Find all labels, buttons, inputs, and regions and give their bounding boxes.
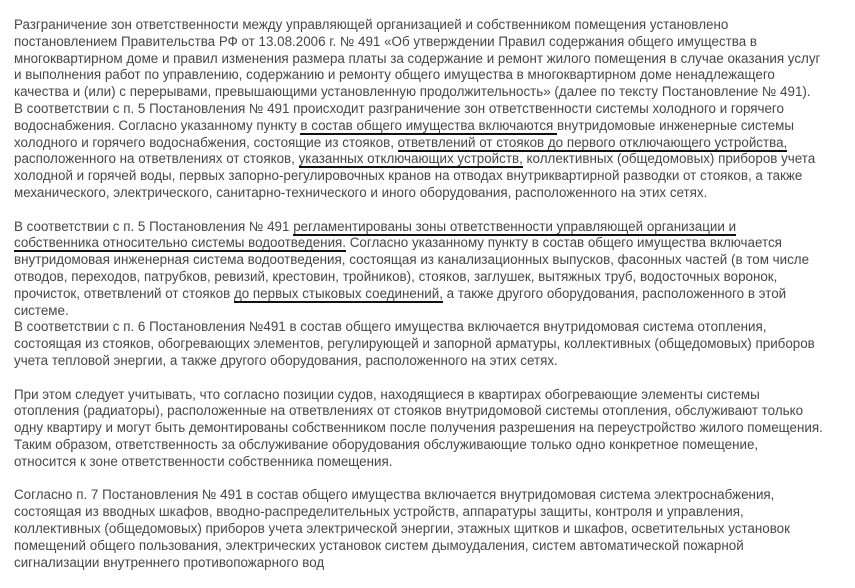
text-line bbox=[14, 17, 823, 34]
text-line bbox=[14, 51, 823, 68]
text-line bbox=[14, 319, 823, 336]
text-segment: При этом следует учитывать, что согласно позиции судов, находящиеся в квартирах обогревающие элементы системы bbox=[14, 386, 760, 402]
text-segment: водоснабжения. Согласно указанному пункту bbox=[14, 117, 301, 133]
text-segment: Согласно п. 7 Постановления № 491 в состав общего имущества включается внутридомовая система электроснабжения, bbox=[14, 487, 775, 503]
text-line bbox=[14, 135, 823, 152]
text-line bbox=[14, 504, 823, 521]
text-segment: и выполнения работ по управлению, содержанию и ремонту общего имущества в многоквартирном доме ненадлежащего bbox=[14, 67, 775, 83]
text-segment: внутридомовые инженерные системы bbox=[557, 117, 794, 133]
underlined-phrase: регламентированы зоны ответственности управляющей организации и bbox=[293, 218, 737, 234]
paragraph bbox=[14, 487, 823, 571]
text-segment: системе. bbox=[14, 302, 69, 318]
text-segment: постановлением Правительства РФ от 13.08.2006 г. № 491 «Об утверждении Правил содержания общего имущества в bbox=[14, 33, 758, 49]
text-line bbox=[14, 336, 823, 353]
text-line bbox=[14, 538, 823, 555]
text-line bbox=[14, 454, 823, 471]
text-line bbox=[14, 219, 823, 236]
document-body bbox=[14, 17, 823, 571]
text-line bbox=[14, 151, 823, 168]
text-line bbox=[14, 303, 823, 320]
text-segment: холодного и горячего водоснабжения, состоящие из стояков, bbox=[14, 134, 398, 150]
text-segment: Разграничение зон ответственности между управляющей организацией и собственником помещения установлено bbox=[14, 17, 729, 32]
text-line bbox=[14, 487, 823, 504]
text-segment: расположенного на ответвлениях от стояков, bbox=[14, 151, 299, 167]
text-segment: отопления (радиаторы), расположенные на ответвлениях от стояков внутридомовой системы отопления, обслуживают только bbox=[14, 403, 804, 419]
paragraph-gap bbox=[14, 202, 823, 219]
text-line bbox=[14, 168, 823, 185]
text-segment: Согласно указанному пункту в состав общего имущества включается bbox=[346, 235, 782, 251]
paragraph-gap bbox=[14, 471, 823, 488]
text-segment: сигнализации внутреннего противопожарного вод bbox=[14, 554, 325, 570]
paragraph bbox=[14, 387, 823, 471]
underlined-phrase: до первых стыковых соединений, bbox=[233, 285, 443, 301]
underlined-phrase: ответвлений от стояков до первого отключающего устройства, bbox=[397, 134, 788, 150]
text-segment: коллективных (общедомовых) приборов учета электрической энергии, этажных щитков и шкафов, осветительных установок bbox=[14, 520, 790, 536]
text-segment: холодной и горячей воды, первых запорно-регулировочных кранов на отводах внутриквартирной разводки от стояков, а также bbox=[14, 168, 803, 184]
text-line bbox=[14, 235, 823, 252]
text-segment: учета тепловой энергии, а также другого оборудования, расположенного на этих сетях. bbox=[14, 352, 558, 368]
text-segment: механического, электрического, санитарно-технического и иного оборудования, расположенного на этих сетях. bbox=[14, 184, 708, 200]
underlined-phrase: указанных отключающих устройств, bbox=[298, 151, 523, 167]
text-segment: относится к зоне ответственности собственника помещения. bbox=[14, 453, 393, 469]
text-line bbox=[14, 185, 823, 202]
text-segment: В соответствии с п. 6 Постановления №491 в состав общего имущества включается внутридомовая система отопления, bbox=[14, 319, 767, 335]
underlined-phrase: собственника относительно системы водоотведения. bbox=[14, 235, 347, 251]
text-segment: В соответствии с п. 5 Постановления № 491 происходит разграничение зон ответственности системы холодного и горячего bbox=[14, 100, 784, 116]
underlined-phrase: в состав общего имущества включаются bbox=[300, 117, 558, 133]
text-segment: помещений общего пользования, электрических установок систем дымоудаления, систем автоматической пожарной bbox=[14, 537, 744, 553]
text-segment: внутридомовая инженерная система водоотведения, состоящая из канализационных выпусков, фасонных частей (в том числе bbox=[14, 252, 810, 268]
text-line bbox=[14, 67, 823, 84]
text-line bbox=[14, 387, 823, 404]
text-segment: Таким образом, ответственность за обслуживание оборудования обслуживающие только одно конкретное помещение, bbox=[14, 436, 759, 452]
text-line bbox=[14, 269, 823, 286]
text-line bbox=[14, 420, 823, 437]
text-line bbox=[14, 118, 823, 135]
text-segment: многоквартирном доме и правил изменения размера платы за содержание и ремонт жилого помещения в случае оказания услуг bbox=[14, 50, 821, 66]
text-segment: прочисток, ответвлений от стояков bbox=[14, 285, 234, 301]
text-segment: а также другого оборудования, расположенного в этой bbox=[442, 285, 787, 301]
text-segment: качества и (или) с перерывами, превышающими установленную продолжительность» (далее по тексту Постановление № 491). bbox=[14, 84, 811, 100]
text-segment: состоящая из стояков, обогревающих элементов, регулирующей и запорной арматуры, коллективных (общедомовых) приборов bbox=[14, 336, 815, 352]
paragraph bbox=[14, 219, 823, 370]
text-line bbox=[14, 555, 823, 572]
text-segment: одну квартиру и могут быть демонтированы собственником после получения разрешения на переустройство жилого помещения. bbox=[14, 420, 823, 436]
text-line bbox=[14, 84, 823, 101]
paragraph bbox=[14, 17, 823, 202]
text-segment: В соответствии с п. 5 Постановления № 491 bbox=[14, 218, 294, 234]
text-line bbox=[14, 437, 823, 454]
paragraph-gap bbox=[14, 370, 823, 387]
text-line bbox=[14, 521, 823, 538]
text-line bbox=[14, 252, 823, 269]
text-segment: коллективных (общедомовых) приборов учета bbox=[522, 151, 816, 167]
text-line bbox=[14, 353, 823, 370]
text-segment: отводов, переходов, патрубков, ревизий, крестовин, тройников), стояков, заглушек, вытяжных труб, водосточных воронок, bbox=[14, 268, 778, 284]
text-line bbox=[14, 403, 823, 420]
text-segment: состоящая из вводных шкафов, вводно-распределительных устройств, аппаратуры защиты, контроля и управления, bbox=[14, 504, 744, 520]
text-line bbox=[14, 34, 823, 51]
text-line bbox=[14, 286, 823, 303]
text-line bbox=[14, 101, 823, 118]
